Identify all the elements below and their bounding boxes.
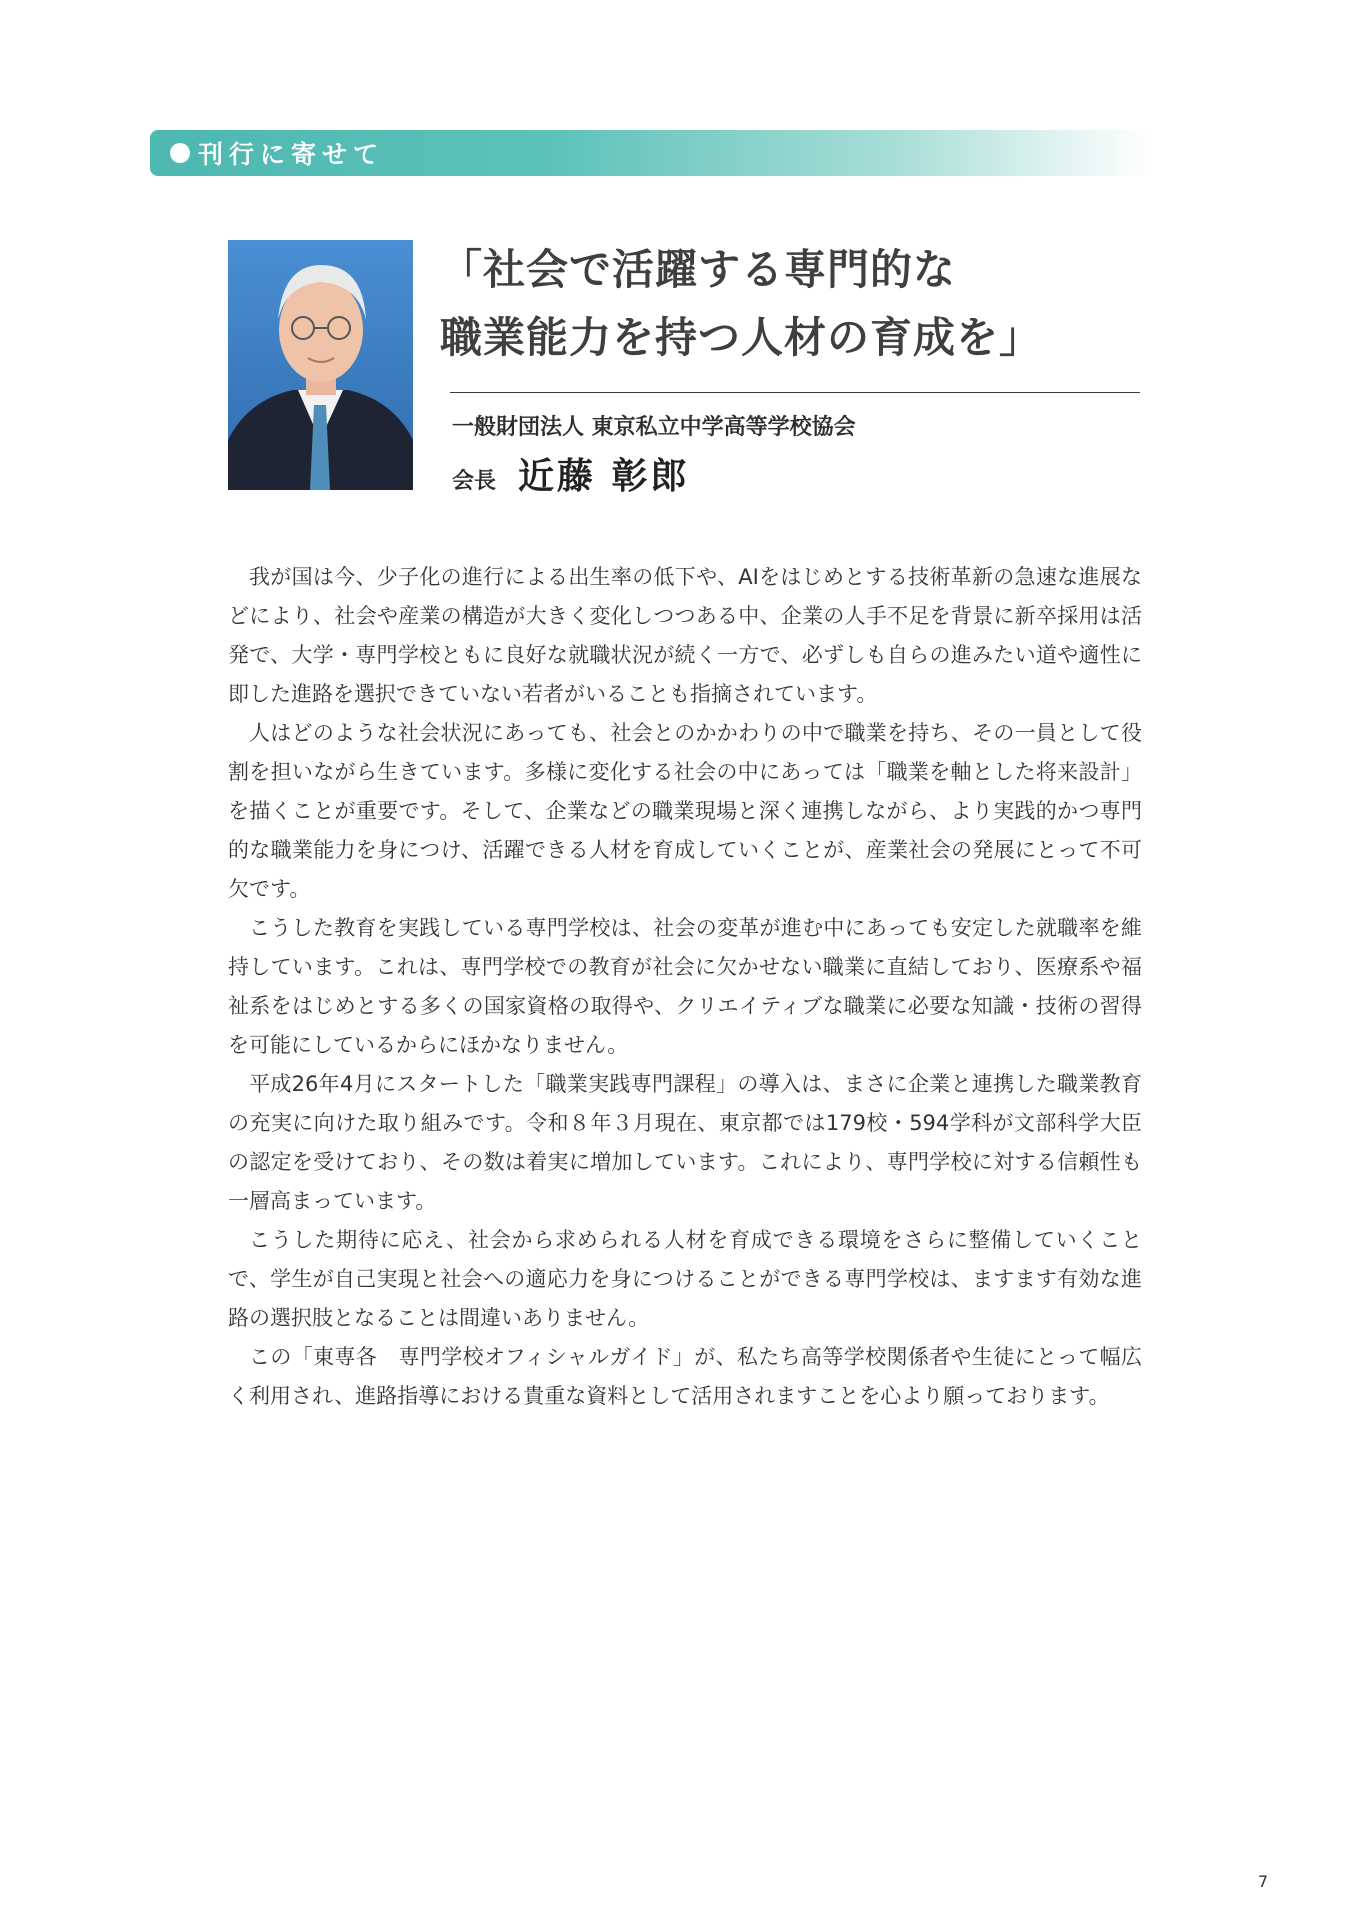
paragraph: 人はどのような社会状況にあっても、社会とのかかわりの中で職業を持ち、その一員として役割を担いながら生きています。多様に変化する社会の中にあっては「職業を軸とした将来設計」を描くことが重要です。そして、企業などの職業現場と深く連携しながら、より実践的かつ専門的な職業能力を身につけ、活躍できる人材を育成していくことが、産業社会の発展にとって不可欠です。 xyxy=(228,721,1142,901)
author-name: 近藤 彰郎 xyxy=(518,456,690,497)
article-body xyxy=(228,558,1142,1416)
section-banner xyxy=(150,130,1150,176)
author-line xyxy=(452,448,690,499)
paragraph: こうした教育を実践している専門学校は、社会の変革が進む中にあっても安定した就職率を維持しています。これは、専門学校での教育が社会に欠かせない職業に直結しており、医療系や福祉系をはじめとする多くの国家資格の取得や、クリエイティブな職業に必要な知識・技術の習得を可能にしているからにほかなりません。 xyxy=(228,916,1142,1057)
headline xyxy=(440,236,1140,372)
headline-line-2: 職業能力を持つ人材の育成を」 xyxy=(440,313,1043,362)
bullet-dot-icon xyxy=(170,143,190,163)
author-portrait xyxy=(228,240,413,490)
headline-line-1: 「社会で活躍する専門的な xyxy=(440,245,957,294)
page-number: 7 xyxy=(1257,1872,1268,1891)
author-role: 会長 xyxy=(452,469,497,494)
paragraph: 平成26年4月にスタートした「職業実践専門課程」の導入は、まさに企業と連携した職業教育の充実に向けた取り組みです。令和８年３月現在、東京都では179校・594学科が文部科学大臣の認定を受けており、その数は着実に増加しています。これにより、専門学校に対する信頼性も一層高まっています。 xyxy=(228,1072,1142,1213)
section-label: 刊行に寄せて xyxy=(198,140,385,169)
author-organization: 一般財団法人 東京私立中学高等学校協会 xyxy=(452,415,856,440)
paragraph: こうした期待に応え、社会から求められる人材を育成できる環境をさらに整備していくことで、学生が自己実現と社会への適応力を身につけることができる専門学校は、ますます有効な進路の選択肢となることは間違いありません。 xyxy=(228,1228,1142,1330)
paragraph: 我が国は今、少子化の進行による出生率の低下や、AIをはじめとする技術革新の急速な進展などにより、社会や産業の構造が大きく変化しつつある中、企業の人手不足を背景に新卒採用は活発で、大学・専門学校ともに良好な就職状況が続く一方で、必ずしも自らの進みたい道や適性に即した進路を選択できていない若者がいることも指摘されています。 xyxy=(228,565,1142,706)
divider xyxy=(450,392,1140,393)
paragraph: この「東専各 専門学校オフィシャルガイド」が、私たち高等学校関係者や生徒にとって幅広く利用され、進路指導における貴重な資料として活用されますことを心より願っております。 xyxy=(228,1345,1142,1408)
